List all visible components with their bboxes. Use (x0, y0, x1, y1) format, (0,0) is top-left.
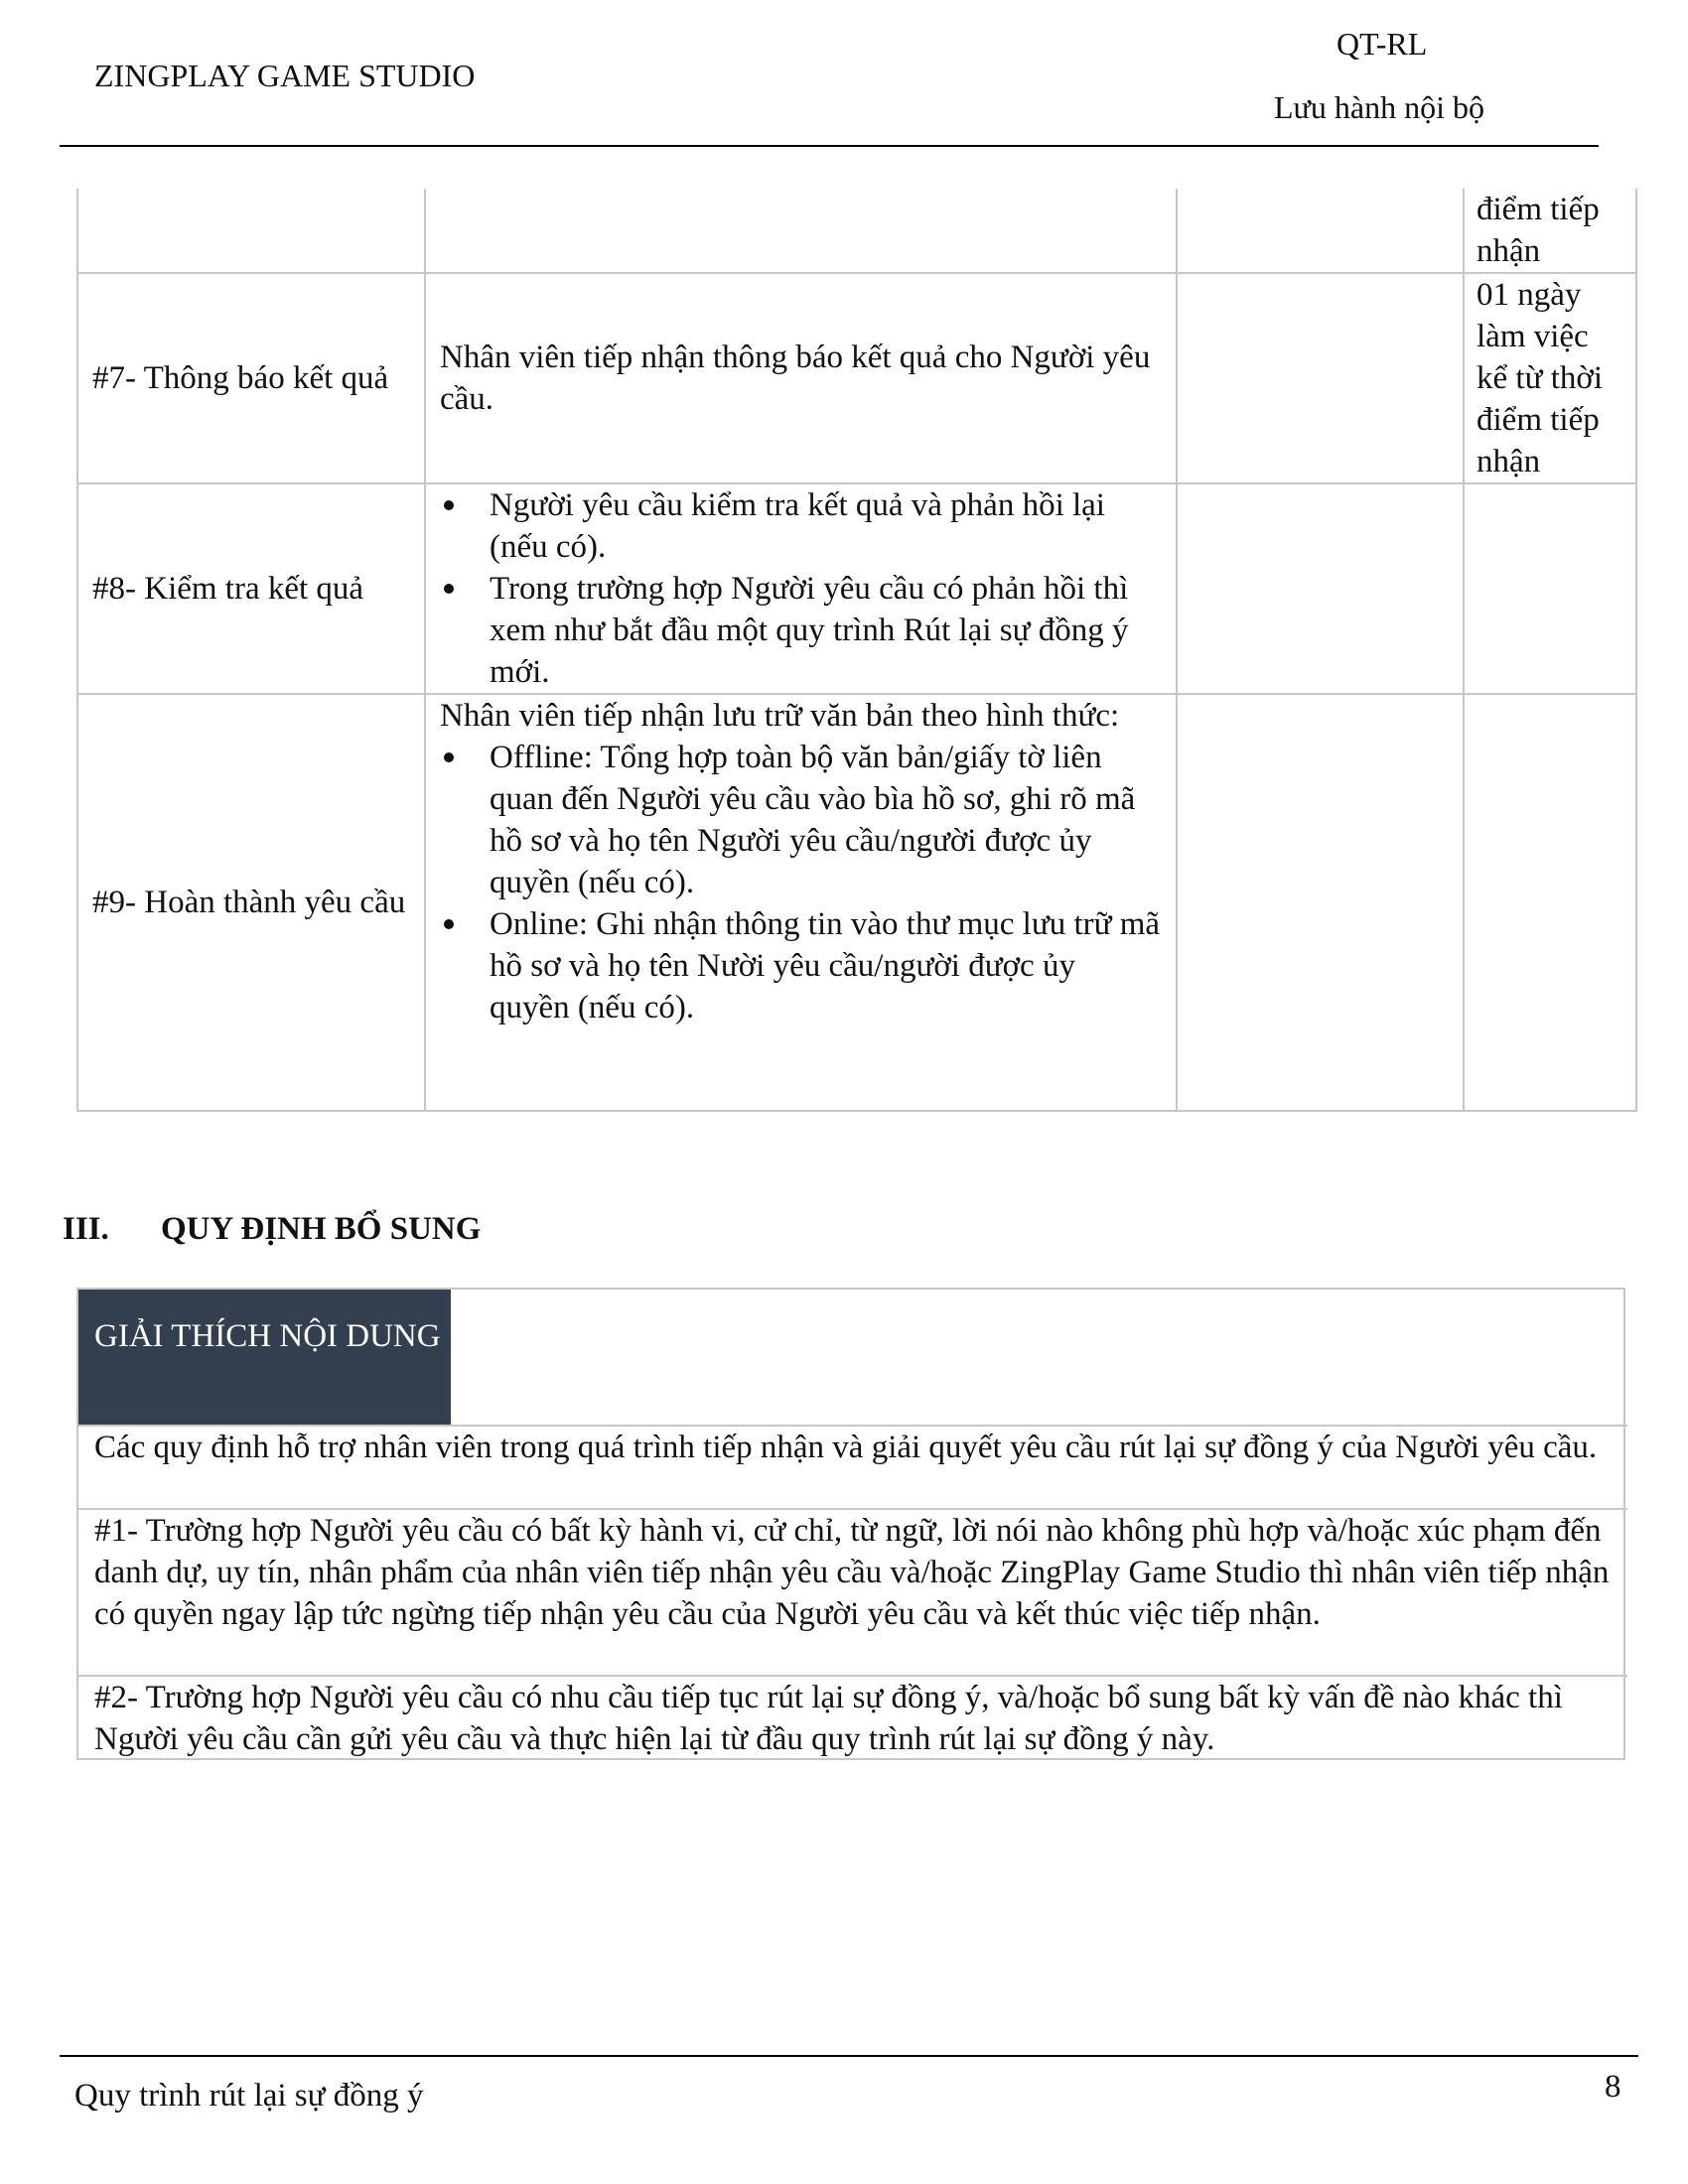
table-row (77, 694, 1636, 1111)
bullet-item: Offline: Tổng hợp toàn bộ văn bản/giấy tờ liên quan đến Người yêu cầu vào bìa hồ sơ, ghi rõ mã hồ sơ và họ tên Người yêu cầu/người được ủy quyền (nếu có). (440, 737, 1162, 903)
step-cell (77, 273, 425, 483)
process-table (76, 189, 1637, 1112)
step-label: #8- Kiểm tra kết quả (92, 571, 364, 607)
step-description: Nhân viên tiếp nhận thông báo kết quả cho Người yêu cầu. (440, 340, 1151, 417)
step-intro: Nhân viên tiếp nhận lưu trữ văn bản theo hình thức: (440, 698, 1120, 734)
owner-cell (1177, 694, 1464, 1111)
duration-cell (1464, 273, 1636, 483)
description-cell (425, 694, 1177, 1111)
step-cell (77, 189, 425, 273)
step-label: #9- Hoàn thành yêu cầu (92, 885, 406, 920)
duration-cell (1464, 694, 1636, 1111)
description-cell (425, 273, 1177, 483)
step-label: #7- Thông báo kết quả (92, 360, 389, 396)
header-divider (60, 145, 1599, 147)
description-cell (425, 483, 1177, 694)
explanation-heading: GIẢI THÍCH NỘI DUNG (78, 1290, 451, 1425)
bullet-item: Online: Ghi nhận thông tin vào thư mục lưu trữ mã hồ sơ và họ tên Nười yêu cầu/người được ủy quyền (nếu có). (440, 903, 1162, 1028)
footer-title: Quy trình rút lại sự đồng ý (74, 2078, 424, 2114)
bullet-list (440, 484, 1162, 693)
page-number: 8 (1605, 2069, 1621, 2105)
duration-cell (1464, 483, 1636, 694)
explanation-box (76, 1288, 1625, 1760)
step-cell (77, 694, 425, 1111)
duration-text: 01 ngày làm việc kể từ thời điểm tiếp nhận (1477, 277, 1603, 479)
table-row (77, 483, 1636, 694)
explanation-item: #2- Trường hợp Người yêu cầu có nhu cầu tiếp tục rút lại sự đồng ý, và/hoặc bổ sung bất kỳ vấn đề nào khác thì Người yêu cầu cần gửi yêu cầu và thực hiện lại từ đầu quy trình rút lại sự đồng ý này. (94, 1680, 1563, 1757)
owner-cell (1177, 483, 1464, 694)
explanation-intro: Các quy định hỗ trợ nhân viên trong quá trình tiếp nhận và giải quyết yêu cầu rút lại sự đồng ý của Người yêu cầu. (78, 1427, 1627, 1510)
bullet-item: Người yêu cầu kiểm tra kết quả và phản hồi lại (nếu có). (440, 484, 1162, 568)
bullet-item: Trong trường hợp Người yêu cầu có phản hồi thì xem như bắt đầu một quy trình Rút lại sự đồng ý mới. (440, 568, 1162, 693)
owner-cell (1177, 273, 1464, 483)
section-title: QUY ĐỊNH BỔ SUNG (161, 1211, 482, 1247)
explanation-header (78, 1290, 1627, 1427)
company-name: ZINGPLAY GAME STUDIO (94, 58, 476, 93)
table-row (77, 273, 1636, 483)
explanation-item: #1- Trường hợp Người yêu cầu có bất kỳ hành vi, cử chỉ, từ ngữ, lời nói nào không phù hợp và/hoặc xúc phạm đến danh dự, uy tín, nhân phẩm của nhân viên tiếp nhận yêu cầu và/hoặc ZingPlay Game Studio thì nhân viên tiếp nhận có quyền ngay lập tức ngừng tiếp nhận yêu cầu của Người yêu cầu và kết thúc việc tiếp nhận. (78, 1510, 1627, 1677)
bullet-list (440, 737, 1162, 1028)
owner-cell (1177, 189, 1464, 273)
table-row (77, 189, 1636, 273)
description-cell (425, 189, 1177, 273)
step-cell (77, 483, 425, 694)
circulation-note: Lưu hành nội bộ (1274, 89, 1484, 125)
duration-cell (1464, 189, 1636, 273)
duration-text: điểm tiếp nhận (1477, 192, 1600, 269)
footer-divider (60, 2055, 1638, 2057)
section-number: III. (63, 1211, 109, 1247)
document-code: QT-RL (1336, 26, 1428, 62)
